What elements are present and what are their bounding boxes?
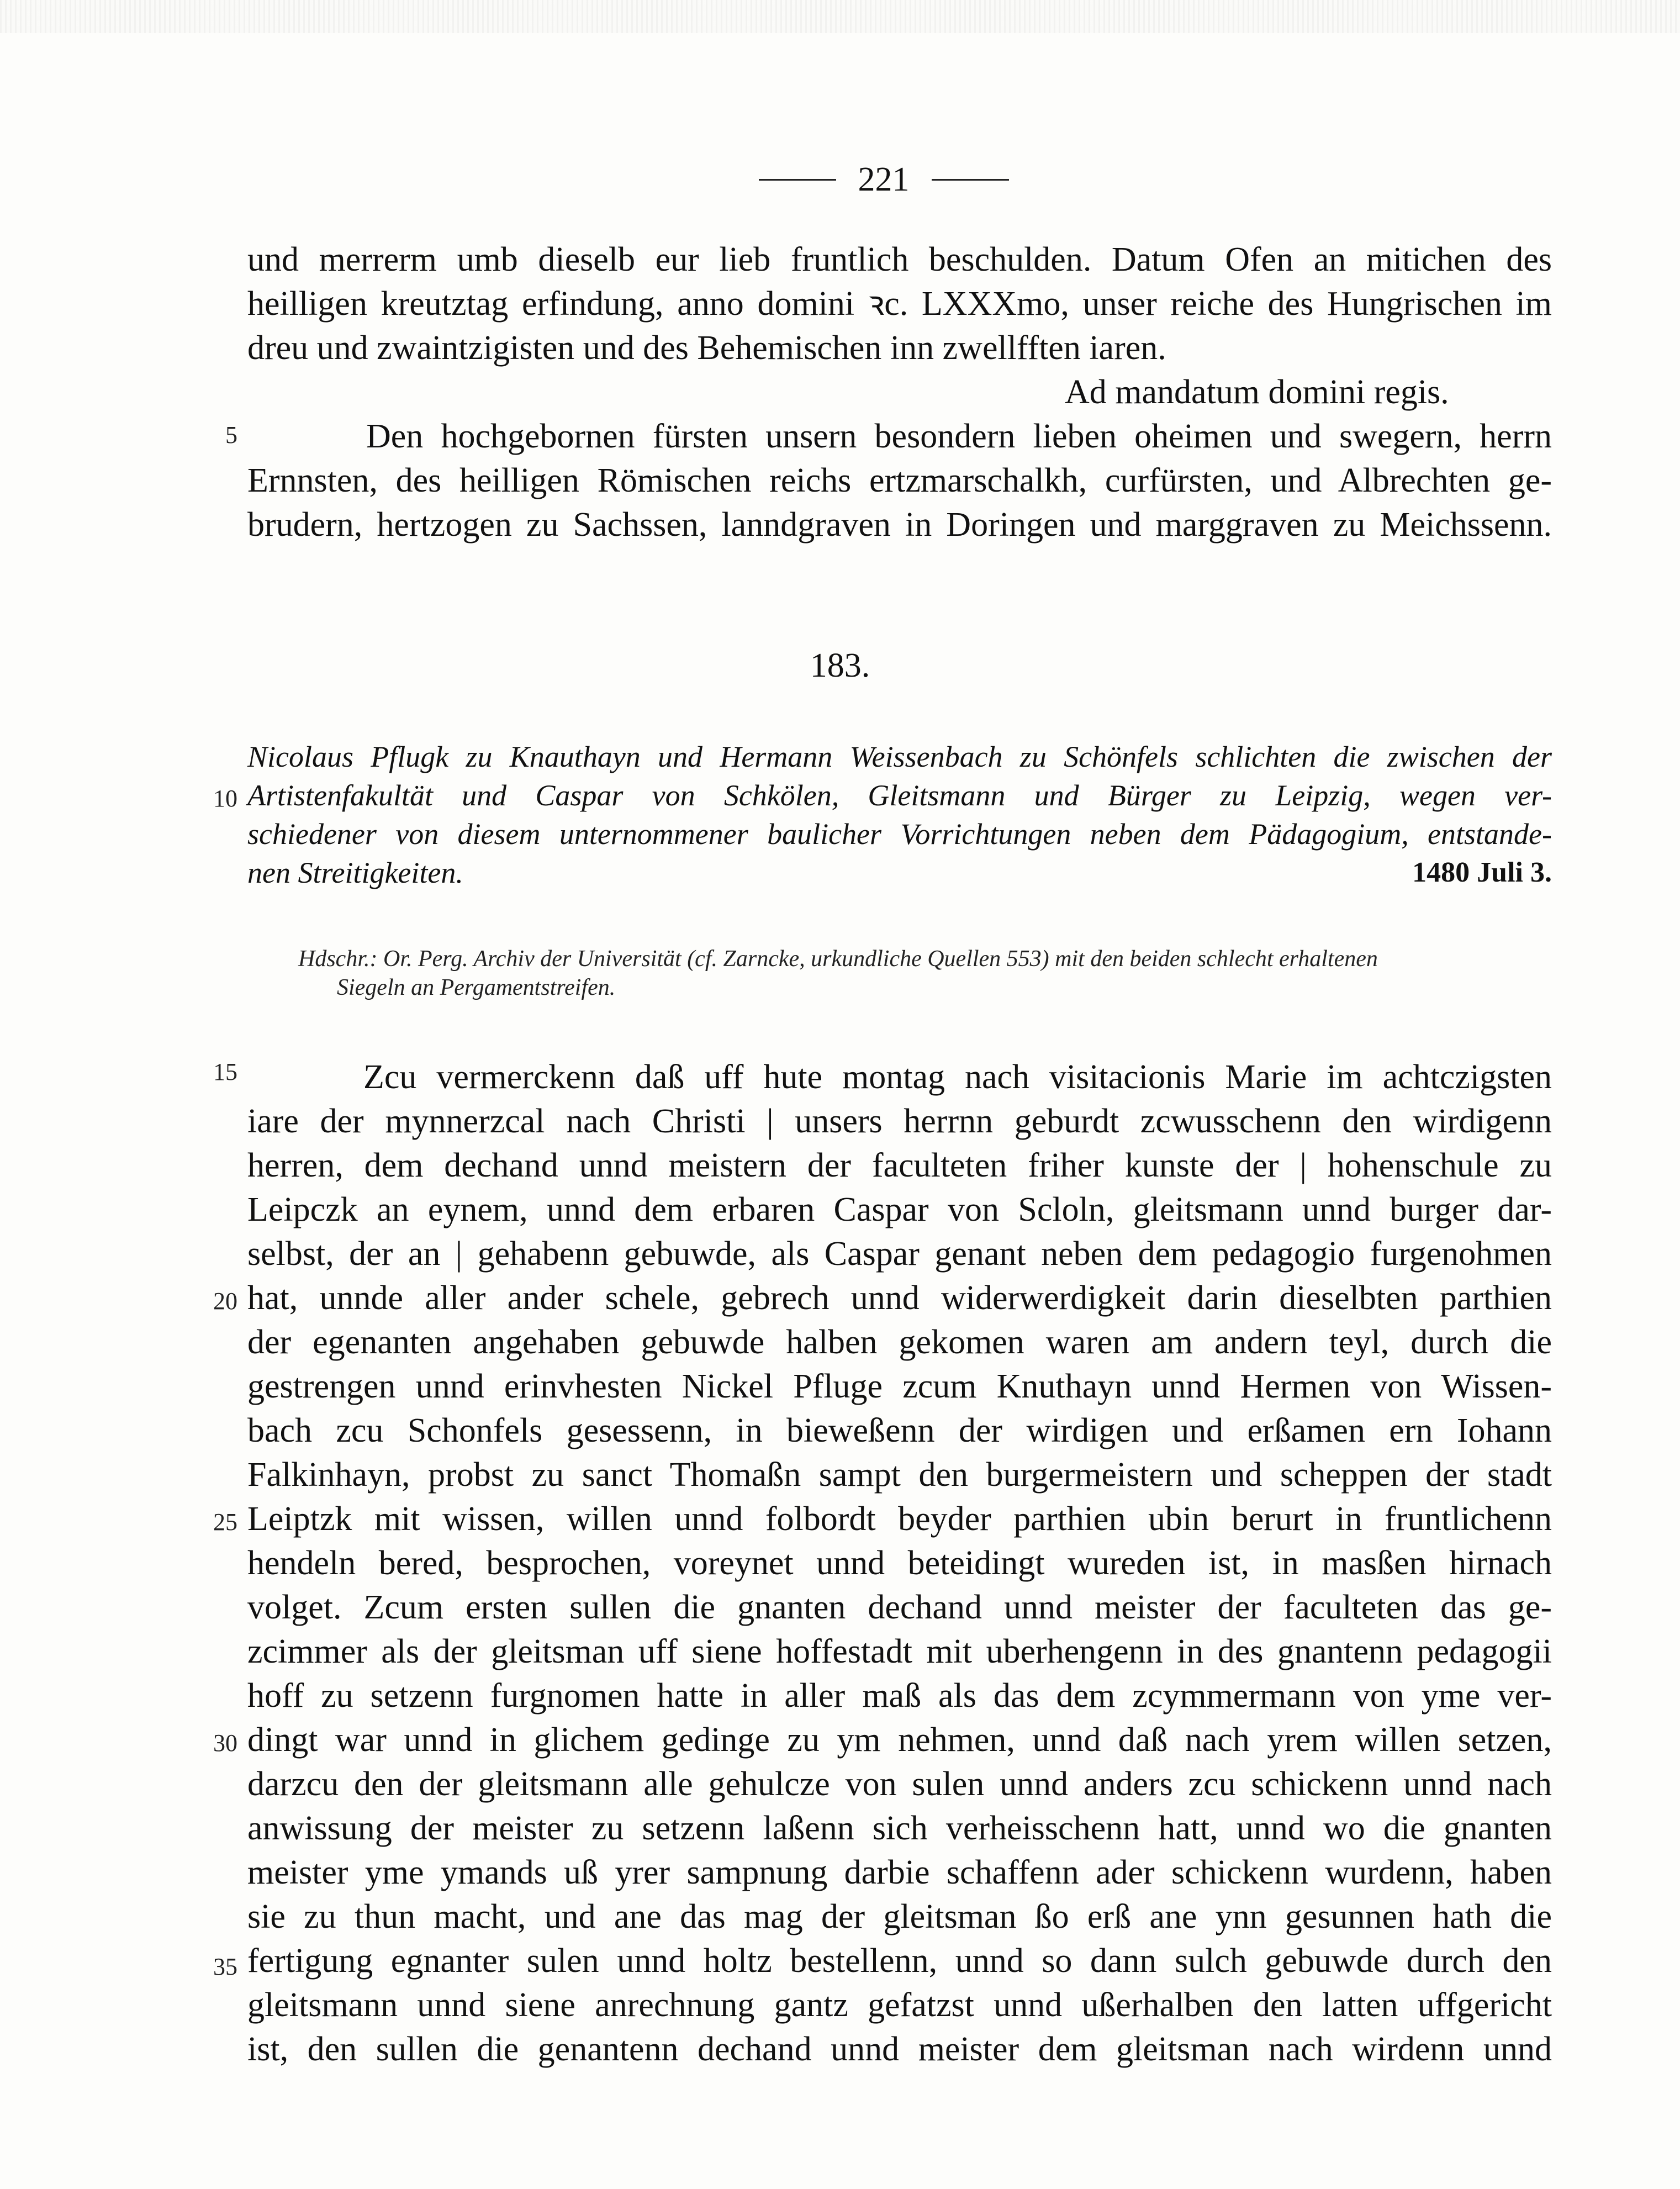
text-line: der egenanten angehaben gebuwde halben gekomen waren am andern teyl, durch die — [247, 1323, 1552, 1361]
text-line: hat, unnde aller ander schele, gebrech unnd widerwerdigkeit darin dieselbten parthien — [247, 1279, 1552, 1317]
text-line-right: Ad mandatum domini regis. — [1065, 373, 1449, 411]
text-line: Falkinhayn, probst zu sanct Thomaßn sampt den burgermeistern und scheppen der stadt — [247, 1456, 1552, 1494]
text-line: bach zcu Schonfels gesessenn, in bieweßenn der wirdigen und erßamen ern Iohann — [247, 1412, 1552, 1449]
top-paragraph — [247, 238, 1552, 547]
text-line: Leiptzk mit wissen, willen unnd folbordt beyder parthien ubin berurt in fruntlichenn — [247, 1500, 1552, 1538]
text-line: heilligen kreutztag erfindung, anno domini ꝛc. LXXXmo, unser reiche des Hungrischen im — [247, 285, 1552, 323]
header-rule-right — [932, 179, 1009, 181]
text-line: brudern, hertzogen zu Sachssen, lanndgraven in Doringen und marggraven zu Meichssenn. — [247, 506, 1552, 544]
section-number: 183. — [810, 647, 870, 684]
text-line: Zcu vermerckenn daß uff hute montag nach visitacionis Marie im achtczigsten — [363, 1058, 1552, 1096]
regest — [247, 737, 1552, 903]
note-line: Siegeln an Pergamentstreifen. — [337, 975, 616, 1000]
text-line: darzcu den der gleitsmann alle gehulcze von sulen unnd anders zcu schickenn unnd nach — [247, 1765, 1552, 1803]
text-line: selbst, der an | gehabenn gebuwde, als Caspar genant neben dem pedagogio furgenohmen — [247, 1235, 1552, 1273]
text-line: gestrengen unnd erinvhesten Nickel Pfluge zcum Knuthayn unnd Hermen von Wissen- — [247, 1368, 1552, 1405]
text-line: herren, dem dechand unnd meistern der faculteten friher kunste der | hohenschule zu — [247, 1147, 1552, 1184]
text-line: gleitsmann unnd siene anrechnung gantz gefatzst unnd ußerhalben den latten uffgericht — [247, 1986, 1552, 2024]
header-rule-left — [759, 179, 836, 181]
text-line: und merrerm umb dieselb eur lieb fruntlich beschulden. Datum Ofen an mitichen des — [247, 241, 1552, 278]
text-line: meister yme ymands uß yrer sampnung darbie schaffenn ader schickenn wurdenn, haben — [247, 1854, 1552, 1891]
text-line: hoff zu setzenn furgnomen hatte in aller maß als das dem zcymmermann von yme ver- — [247, 1677, 1552, 1715]
line-number: 10 — [213, 785, 237, 812]
note-line: Hdschr.: Or. Perg. Archiv der Universität (cf. Zarncke, urkundliche Quellen 553) mit den beiden schlecht erhaltenen — [298, 946, 1378, 972]
page-header — [712, 157, 1055, 202]
text-line: Ernnsten, des heilligen Römischen reichs ertzmarschalkh, curfürsten, und Albrechten ge- — [247, 462, 1552, 499]
line-number: 20 — [213, 1288, 237, 1315]
regest-date: 1480 Juli 3. — [1412, 857, 1552, 888]
line-number: 35 — [213, 1953, 237, 1980]
regest-line: Nicolaus Pflugk zu Knauthayn und Hermann Weissenbach zu Schönfels schlichten die zwischen der — [247, 740, 1552, 773]
text-line: sie zu thun macht, und ane das mag der gleitsman ßo erß ane ynn gesunnen hath die — [247, 1898, 1552, 1935]
line-number: 30 — [213, 1729, 237, 1757]
text-line: Den hochgebornen fürsten unsern besondern lieben oheimen und swegern, herrn — [366, 418, 1552, 455]
page-number: 221 — [858, 160, 910, 198]
regest-line: nen Streitigkeiten. — [247, 856, 463, 889]
regest-line: schiedener von diesem unternommener baulicher Vorrichtungen neben dem Pädagogium, entstande- — [247, 817, 1552, 851]
body-text — [247, 1055, 1552, 2077]
text-line: zcimmer als der gleitsman uff siene hoffestadt mit uberhengenn in des gnantenn pedagogii — [247, 1633, 1552, 1670]
text-line: volget. Zcum ersten sullen die gnanten dechand unnd meister der faculteten das ge- — [247, 1589, 1552, 1626]
text-line: dingt war unnd in glichem gedinge zu ym nehmen, unnd daß nach yrem willen setzen, — [247, 1721, 1552, 1759]
regest-line: Artistenfakultät und Caspar von Schkölen, Gleitsmann und Bürger zu Leipzig, wegen ver- — [247, 779, 1552, 812]
line-number: 25 — [213, 1508, 237, 1536]
text-line: iare der mynnerzcal nach Christi | unsers herrnn geburdt zcwusschenn den wirdigenn — [247, 1103, 1552, 1140]
text-line: ist, den sullen die genantenn dechand unnd meister dem gleitsman nach wirdenn unnd — [247, 2030, 1552, 2068]
line-number: 15 — [213, 1058, 237, 1085]
line-number: 5 — [225, 421, 237, 449]
text-line: hendeln bered, besprochen, voreynet unnd beteidingt wureden ist, in masßen hirnach — [247, 1544, 1552, 1582]
text-line: anwissung der meister zu setzenn laßenn sich verheisschenn hatt, unnd wo die gnanten — [247, 1810, 1552, 1847]
text-line: Leipczk an eynem, unnd dem erbaren Caspar von Scloln, gleitsmann unnd burger dar- — [247, 1191, 1552, 1228]
text-line: fertigung egnanter sulen unnd holtz bestellenn, unnd so dann sulch gebuwde durch den — [247, 1942, 1552, 1980]
manuscript-note — [298, 945, 1552, 1005]
text-line: dreu und zwaintzigisten und des Behemischen inn zwellfften iaren. — [247, 329, 1166, 367]
